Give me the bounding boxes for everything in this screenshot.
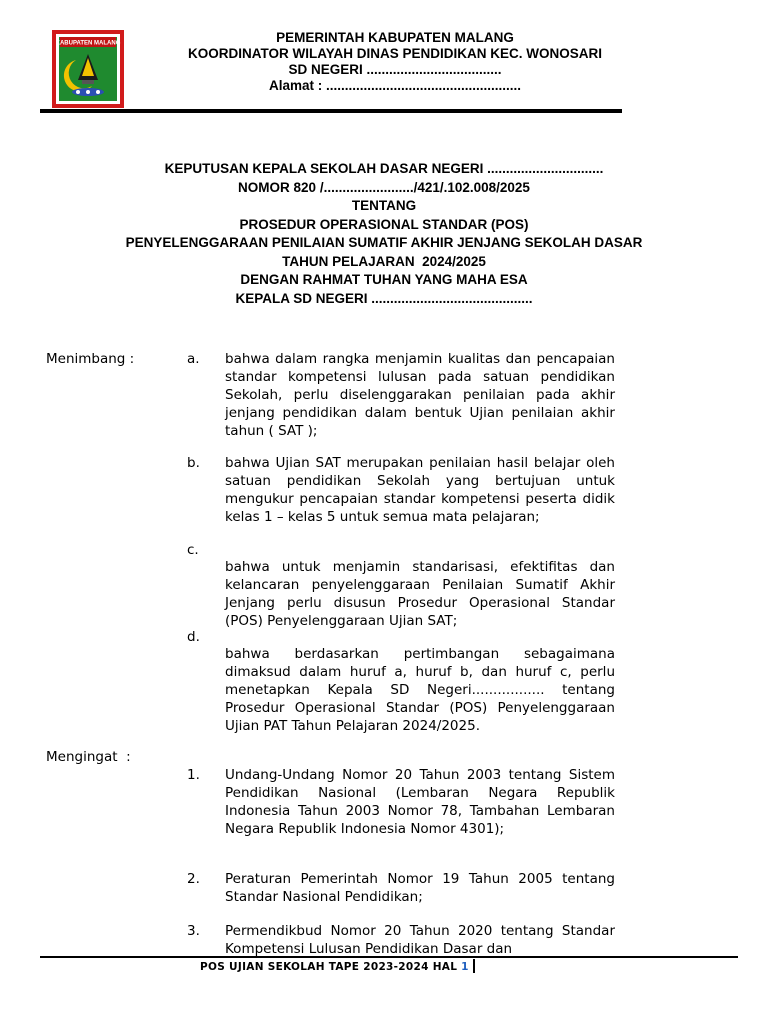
decree-title <box>0 160 768 308</box>
mengingat-item-3: Permendikbud Nomor 20 Tahun 2020 tentang Standar Kompetensi Lulusan Pendidikan Dasar dan <box>225 923 615 956</box>
mengingat-label: Mengingat : <box>46 749 131 765</box>
title-line-8: KEPALA SD NEGERI ........................................... <box>235 290 533 306</box>
letterhead <box>130 30 660 94</box>
mengingat-item-2: Peraturan Pemerintah Nomor 19 Tahun 2005 tentang Standar Nasional Pendidikan; <box>225 871 615 905</box>
svg-text:KABUPATEN MALANG: KABUPATEN MALANG <box>55 40 121 47</box>
mengingat-marker-1: 1. <box>187 767 200 783</box>
letterhead-line-2: KOORDINATOR WILAYAH DINAS PENDIDIKAN KEC. WONOSARI <box>187 46 603 61</box>
menimbang-item-a: bahwa dalam rangka menjamin kualitas dan pencapaian standar kompetensi lulusan pada satuan pendidikan Sekolah, perlu diselenggarakan penilaian pada akhir jenjang pendidikan dalam bentuk Ujian penilaian akhir tahun ( SAT ); <box>225 351 615 439</box>
title-line-5: PENYELENGGARAAN PENILAIAN SUMATIF AKHIR JENJANG SEKOLAH DASAR <box>125 235 643 250</box>
footer-divider <box>40 956 738 958</box>
menimbang-marker-d: d. <box>187 629 200 645</box>
page-footer <box>200 959 475 973</box>
menimbang-item-c: bahwa untuk menjamin standarisasi, efektifitas dan kelancaran penyelenggaraan Penilaian Sumatif Akhir Jenjang perlu disusun Prosedur Operasional Standar (POS) Penyelenggaraan Ujian SAT; <box>225 559 615 629</box>
footer-bar <box>473 959 475 973</box>
menimbang-item-b: bahwa Ujian SAT merupakan penilaian hasil belajar oleh satuan pendidikan Sekolah yang bertujuan untuk mengukur pencapaian standar kompetensi peserta didik kelas 1 – kelas 5 untuk semua mata pelajaran; <box>225 455 615 525</box>
mengingat-marker-3: 3. <box>187 923 200 939</box>
title-line-1: KEPUTUSAN KEPALA SEKOLAH DASAR NEGERI ............................... <box>164 161 604 176</box>
letterhead-address: Alamat : .................................................... <box>268 78 522 93</box>
letterhead-divider <box>40 109 622 113</box>
title-line-3: TENTANG <box>351 198 417 213</box>
title-line-4: PROSEDUR OPERASIONAL STANDAR (POS) <box>239 216 529 232</box>
letterhead-line-1: PEMERINTAH KABUPATEN MALANG <box>276 30 514 45</box>
mengingat-marker-2: 2. <box>187 871 200 887</box>
menimbang-marker-c: c. <box>187 542 199 558</box>
title-line-7: DENGAN RAHMAT TUHAN YANG MAHA ESA <box>240 272 528 287</box>
title-line-6: TAHUN PELAJARAN 2024/2025 <box>282 253 486 269</box>
menimbang-marker-a: a. <box>187 351 200 367</box>
regency-logo <box>52 30 124 108</box>
page-number: 1 <box>461 961 469 973</box>
letterhead-line-3: SD NEGERI .................................... <box>288 62 502 77</box>
menimbang-item-d: bahwa berdasarkan pertimbangan sebagaimana dimaksud dalam huruf a, huruf b, dan huruf c, perlu menetapkan Kepala SD Negeri................. tentang Prosedur Operasional Standar (POS) Penyelenggaraan Ujian PAT Tahun Pelajaran 2024/2025. <box>225 646 615 734</box>
menimbang-label: Menimbang : <box>46 351 135 367</box>
mengingat-item-1: Undang-Undang Nomor 20 Tahun 2003 tentang Sistem Pendidikan Nasional (Lembaran Negara Republik Indonesia Tahun 2003 Nomor 78, Tambahan Lembaran Negara Republik Indonesia Nomor 4301); <box>225 767 615 837</box>
regency-crest-icon <box>52 30 124 108</box>
menimbang-marker-b: b. <box>187 455 200 471</box>
footer-text: POS UJIAN SEKOLAH TAPE 2023-2024 HAL <box>200 961 458 973</box>
title-line-2: NOMOR 820 /......................../421/.102.008/2025 <box>238 179 530 195</box>
